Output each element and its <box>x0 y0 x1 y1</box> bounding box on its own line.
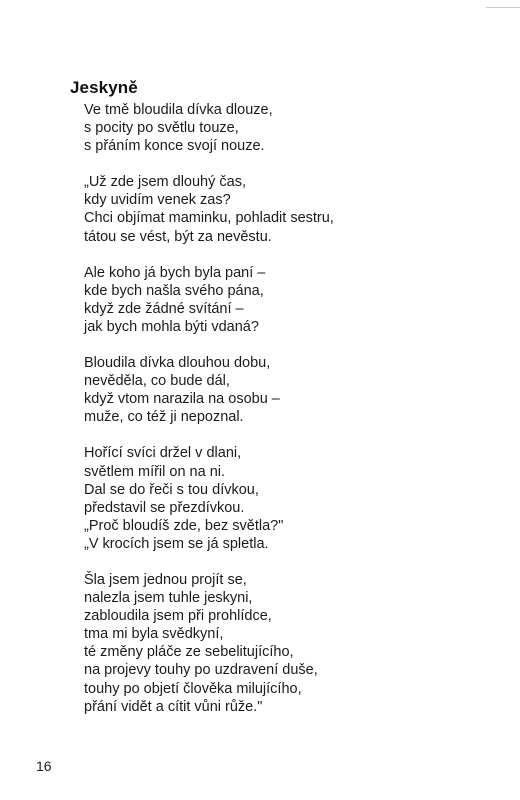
stanza-5 <box>84 444 504 553</box>
poem-line: Šla jsem jednou projít se, <box>84 571 247 588</box>
poem-line: představil se přezdívkou. <box>84 499 245 516</box>
poem-line: nalezla jsem tuhle jeskyni, <box>84 590 253 607</box>
poem-line: jak bych mohla býti vdaná? <box>84 318 259 335</box>
poem-line: Ve tmě bloudila dívka dlouze, <box>84 102 273 118</box>
poem-line: s přáním konce svojí nouze. <box>84 138 265 155</box>
stanza-4 <box>84 354 504 426</box>
poem-line: když zde žádné svítání – <box>84 300 244 317</box>
poem-line: zabloudila jsem při prohlídce, <box>84 608 272 625</box>
poem-line: s pocity po světlu touze, <box>84 120 239 137</box>
poem-line: Hořící svíci držel v dlani, <box>84 445 242 462</box>
poem-line: „Proč bloudíš zde, bez světla?" <box>84 517 284 534</box>
poem-line: kdy uvidím venek zas? <box>84 192 231 209</box>
poem-line: Dal se do řeči s tou dívkou, <box>84 481 259 498</box>
stanza-1 <box>84 101 504 155</box>
poem-line: Bloudila dívka dlouhou dobu, <box>84 355 271 372</box>
poem-line: kde bych našla svého pána, <box>84 282 264 299</box>
stanza-2 <box>84 173 504 245</box>
poem-body <box>84 101 504 734</box>
poem-line: když vtom narazila na osobu – <box>84 391 280 408</box>
poem-line: světlem mířil on na ni. <box>84 463 226 480</box>
poem-line: přání vidět a cítit vůni růže." <box>84 698 263 715</box>
stanza-3 <box>84 264 504 336</box>
poem-line: té změny pláče ze sebelitujícího, <box>84 644 294 661</box>
poem-line: muže, co též ji nepoznal. <box>84 409 244 426</box>
poem-line: na projevy touhy po uzdravení duše, <box>84 662 318 679</box>
poem-line: „V krocích jsem se já spletla. <box>84 535 269 552</box>
poem-line: nevěděla, co bude dál, <box>84 373 230 390</box>
stanza-6 <box>84 571 504 716</box>
page-number: 16 <box>36 758 52 774</box>
poem-line: Chci objímat maminku, pohladit sestru, <box>84 210 334 227</box>
poem-line: touhy po objetí člověka milujícího, <box>84 680 302 697</box>
poem-line: „Už zde jsem dlouhý čas, <box>84 174 246 191</box>
poem-line: Ale koho já bych byla paní – <box>84 264 266 281</box>
poem-line: tátou se vést, být za nevěstu. <box>84 228 272 245</box>
poem-line: tma mi byla svědkyní, <box>84 626 224 643</box>
poem-title: Jeskyně <box>70 78 138 98</box>
page-corner-divider <box>486 7 520 8</box>
